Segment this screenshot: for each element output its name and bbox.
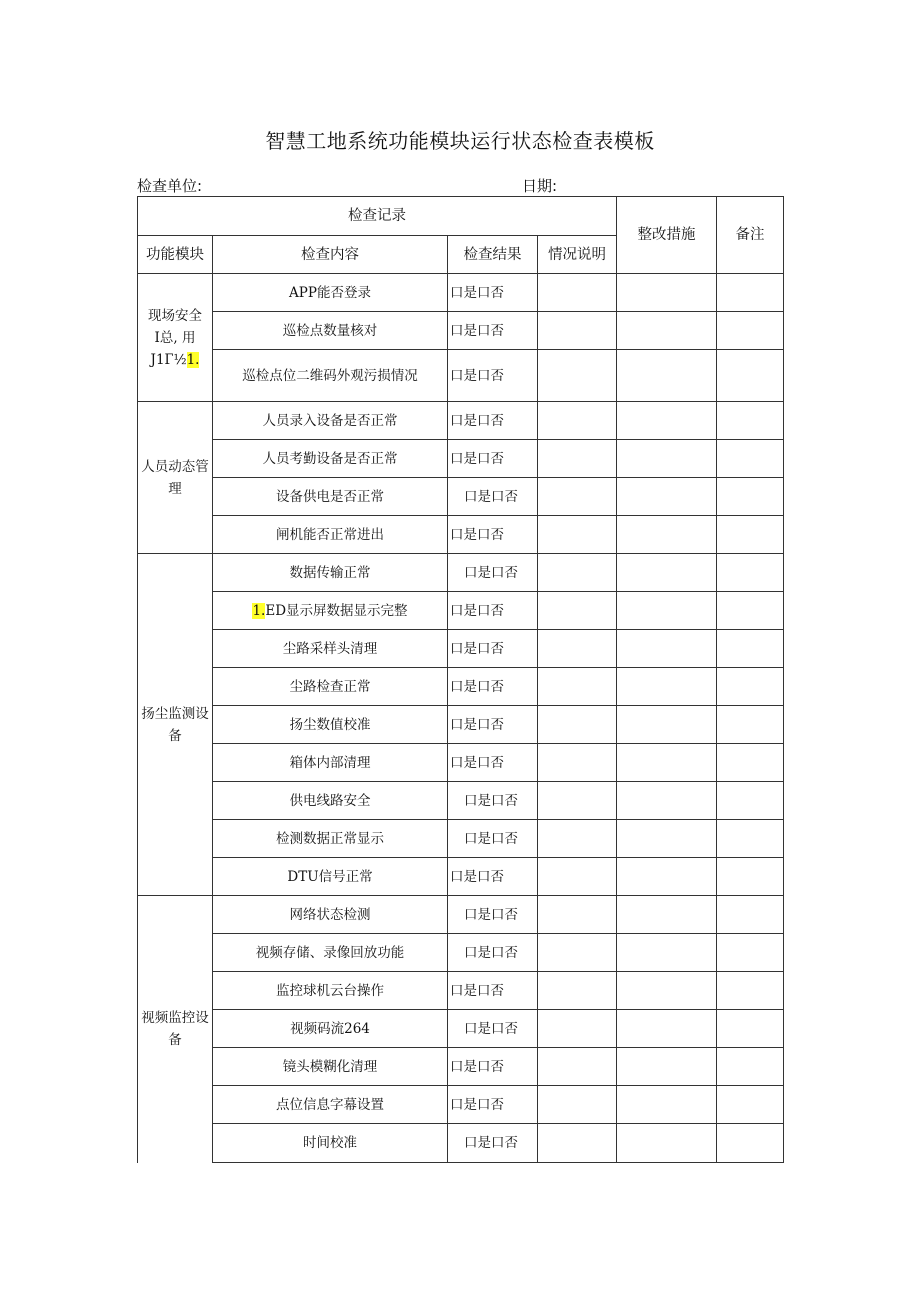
remark-cell[interactable] <box>717 350 784 402</box>
check-result[interactable]: 口是口否 <box>448 858 538 896</box>
check-content: 检测数据正常显示 <box>213 820 448 858</box>
check-result[interactable]: 口是口否 <box>448 402 538 440</box>
table-row <box>138 312 784 350</box>
module-line: 现场安全 <box>148 307 202 324</box>
table-row <box>138 1010 784 1048</box>
check-result[interactable]: 口是口否 <box>448 1010 538 1048</box>
check-content: 扬尘数值校准 <box>213 706 448 744</box>
check-result[interactable]: 口是口否 <box>448 972 538 1010</box>
check-result[interactable]: 口是口否 <box>448 592 538 630</box>
desc-cell[interactable] <box>538 516 617 554</box>
remark-cell[interactable] <box>717 934 784 972</box>
check-result[interactable]: 口是口否 <box>448 312 538 350</box>
desc-cell[interactable] <box>538 440 617 478</box>
check-content: 视频存储、录像回放功能 <box>213 934 448 972</box>
module-line: 视频监控设 <box>141 1010 209 1027</box>
desc-cell[interactable] <box>538 782 617 820</box>
check-result[interactable]: 口是口否 <box>448 516 538 554</box>
remark-cell[interactable] <box>717 1086 784 1124</box>
check-result[interactable]: 口是口否 <box>448 478 538 516</box>
remark-cell[interactable] <box>717 630 784 668</box>
check-result[interactable]: 口是口否 <box>448 1086 538 1124</box>
desc-cell[interactable] <box>538 1048 617 1086</box>
check-content: 数据传输正常 <box>213 554 448 592</box>
rectify-cell[interactable] <box>617 782 717 820</box>
remark-cell[interactable] <box>717 274 784 312</box>
header-record: 检查记录 <box>138 197 617 236</box>
check-content: 尘路检查正常 <box>213 668 448 706</box>
rectify-cell[interactable] <box>617 1086 717 1124</box>
desc-cell[interactable] <box>538 706 617 744</box>
check-result[interactable]: 口是口否 <box>448 350 538 402</box>
table-row <box>138 630 784 668</box>
remark-cell[interactable] <box>717 440 784 478</box>
check-content: DTU信号正常 <box>213 858 448 896</box>
table-row <box>138 592 784 630</box>
rectify-cell[interactable] <box>617 350 717 402</box>
check-content: 网络状态检测 <box>213 896 448 934</box>
module-cell <box>138 896 213 1163</box>
table-row <box>138 744 784 782</box>
remark-cell[interactable] <box>717 896 784 934</box>
remark-cell[interactable] <box>717 858 784 896</box>
module-line: 人员动态管 <box>141 458 209 475</box>
rectify-cell[interactable] <box>617 896 717 934</box>
module-line: 备 <box>168 727 182 744</box>
desc-cell[interactable] <box>538 934 617 972</box>
remark-cell[interactable] <box>717 1048 784 1086</box>
inspection-unit-label: 检查单位: <box>137 177 203 195</box>
desc-cell[interactable] <box>538 1010 617 1048</box>
desc-cell[interactable] <box>538 1124 617 1163</box>
check-result[interactable]: 口是口否 <box>448 706 538 744</box>
module-line: 理 <box>168 480 182 497</box>
module-line: I总, 用 <box>154 329 196 346</box>
rectify-cell[interactable] <box>617 1124 717 1163</box>
module-cell <box>138 554 213 896</box>
check-content: 1.ED显示屏数据显示完整 <box>213 592 448 630</box>
highlight-mark: 1. <box>252 602 266 619</box>
table-row <box>138 1124 784 1163</box>
check-result[interactable]: 口是口否 <box>448 896 538 934</box>
check-content: 巡检点位二维码外观污损情况 <box>213 350 448 402</box>
check-content: 设备供电是否正常 <box>213 478 448 516</box>
check-result[interactable]: 口是口否 <box>448 744 538 782</box>
remark-cell[interactable] <box>717 478 784 516</box>
check-content: 点位信息字幕设置 <box>213 1086 448 1124</box>
page-title: 智慧工地系统功能模块运行状态检查表模板 <box>265 129 655 153</box>
check-content: 供电线路安全 <box>213 782 448 820</box>
remark-cell[interactable] <box>717 820 784 858</box>
module-cell <box>138 274 213 402</box>
header-desc: 情况说明 <box>538 236 617 274</box>
rectify-cell[interactable] <box>617 554 717 592</box>
header-result: 检查结果 <box>448 236 538 274</box>
desc-cell[interactable] <box>538 312 617 350</box>
rectify-cell[interactable] <box>617 516 717 554</box>
table-row <box>138 1048 784 1086</box>
desc-cell[interactable] <box>538 350 617 402</box>
rectify-cell[interactable] <box>617 402 717 440</box>
remark-cell[interactable] <box>717 972 784 1010</box>
check-result[interactable]: 口是口否 <box>448 820 538 858</box>
remark-cell[interactable] <box>717 402 784 440</box>
rectify-cell[interactable] <box>617 934 717 972</box>
header-rectify: 整改措施 <box>617 197 717 274</box>
desc-cell[interactable] <box>538 274 617 312</box>
table-row <box>138 1086 784 1124</box>
check-result[interactable]: 口是口否 <box>448 668 538 706</box>
desc-cell[interactable] <box>538 972 617 1010</box>
table-row <box>138 972 784 1010</box>
check-content: 人员录入设备是否正常 <box>213 402 448 440</box>
rectify-cell[interactable] <box>617 744 717 782</box>
desc-cell[interactable] <box>538 1086 617 1124</box>
check-content: 监控球机云台操作 <box>213 972 448 1010</box>
check-result[interactable]: 口是口否 <box>448 274 538 312</box>
check-content: 镜头模糊化清理 <box>213 1048 448 1086</box>
check-content: 时间校准 <box>213 1124 448 1163</box>
table-row <box>138 516 784 554</box>
header-remark: 备注 <box>717 197 784 274</box>
desc-cell[interactable] <box>538 554 617 592</box>
rectify-cell[interactable] <box>617 820 717 858</box>
table-row <box>138 858 784 896</box>
rectify-cell[interactable] <box>617 858 717 896</box>
rectify-cell[interactable] <box>617 592 717 630</box>
check-result[interactable]: 口是口否 <box>448 630 538 668</box>
desc-cell[interactable] <box>538 478 617 516</box>
header-content: 检查内容 <box>213 236 448 274</box>
check-result[interactable]: 口是口否 <box>448 934 538 972</box>
table-row <box>138 350 784 402</box>
rectify-cell[interactable] <box>617 706 717 744</box>
highlight-mark: 1. <box>186 351 200 368</box>
desc-cell[interactable] <box>538 896 617 934</box>
module-cell <box>138 402 213 554</box>
table-row <box>138 934 784 972</box>
table-row <box>138 554 784 592</box>
module-line: J1Г½1. <box>150 351 200 368</box>
table-row <box>138 896 784 934</box>
desc-cell[interactable] <box>538 668 617 706</box>
check-result[interactable]: 口是口否 <box>448 1124 538 1163</box>
desc-cell[interactable] <box>538 592 617 630</box>
check-content: 箱体内部清理 <box>213 744 448 782</box>
desc-cell[interactable] <box>538 858 617 896</box>
remark-cell[interactable] <box>717 706 784 744</box>
check-content: 尘路采样头清理 <box>213 630 448 668</box>
table-row <box>138 706 784 744</box>
module-line: 备 <box>168 1032 182 1049</box>
rectify-cell[interactable] <box>617 440 717 478</box>
module-line: 扬尘监测设 <box>141 705 209 722</box>
check-content: 巡检点数量核对 <box>213 312 448 350</box>
header-module: 功能模块 <box>138 236 213 274</box>
rectify-cell[interactable] <box>617 630 717 668</box>
check-result[interactable]: 口是口否 <box>448 782 538 820</box>
rectify-cell[interactable] <box>617 1010 717 1048</box>
desc-cell[interactable] <box>538 744 617 782</box>
remark-cell[interactable] <box>717 1124 784 1163</box>
table-row <box>138 668 784 706</box>
remark-cell[interactable] <box>717 312 784 350</box>
remark-cell[interactable] <box>717 592 784 630</box>
desc-cell[interactable] <box>538 630 617 668</box>
remark-cell[interactable] <box>717 782 784 820</box>
table-row <box>138 820 784 858</box>
check-result[interactable]: 口是口否 <box>448 554 538 592</box>
inspection-table <box>137 196 784 1163</box>
table-row <box>138 402 784 440</box>
date-label: 日期: <box>522 177 558 195</box>
check-content: APP能否登录 <box>213 274 448 312</box>
table-row <box>138 782 784 820</box>
check-content: 视频码流264 <box>213 1010 448 1048</box>
desc-cell[interactable] <box>538 820 617 858</box>
remark-cell[interactable] <box>717 668 784 706</box>
rectify-cell[interactable] <box>617 312 717 350</box>
remark-cell[interactable] <box>717 554 784 592</box>
remark-cell[interactable] <box>717 516 784 554</box>
rectify-cell[interactable] <box>617 274 717 312</box>
desc-cell[interactable] <box>538 402 617 440</box>
table-row <box>138 440 784 478</box>
remark-cell[interactable] <box>717 744 784 782</box>
check-content: 人员考勤设备是否正常 <box>213 440 448 478</box>
check-result[interactable]: 口是口否 <box>448 1048 538 1086</box>
rectify-cell[interactable] <box>617 1048 717 1086</box>
table-row <box>138 478 784 516</box>
check-content: 闸机能否正常进出 <box>213 516 448 554</box>
table-row <box>138 274 784 312</box>
check-result[interactable]: 口是口否 <box>448 440 538 478</box>
rectify-cell[interactable] <box>617 668 717 706</box>
rectify-cell[interactable] <box>617 478 717 516</box>
remark-cell[interactable] <box>717 1010 784 1048</box>
rectify-cell[interactable] <box>617 972 717 1010</box>
